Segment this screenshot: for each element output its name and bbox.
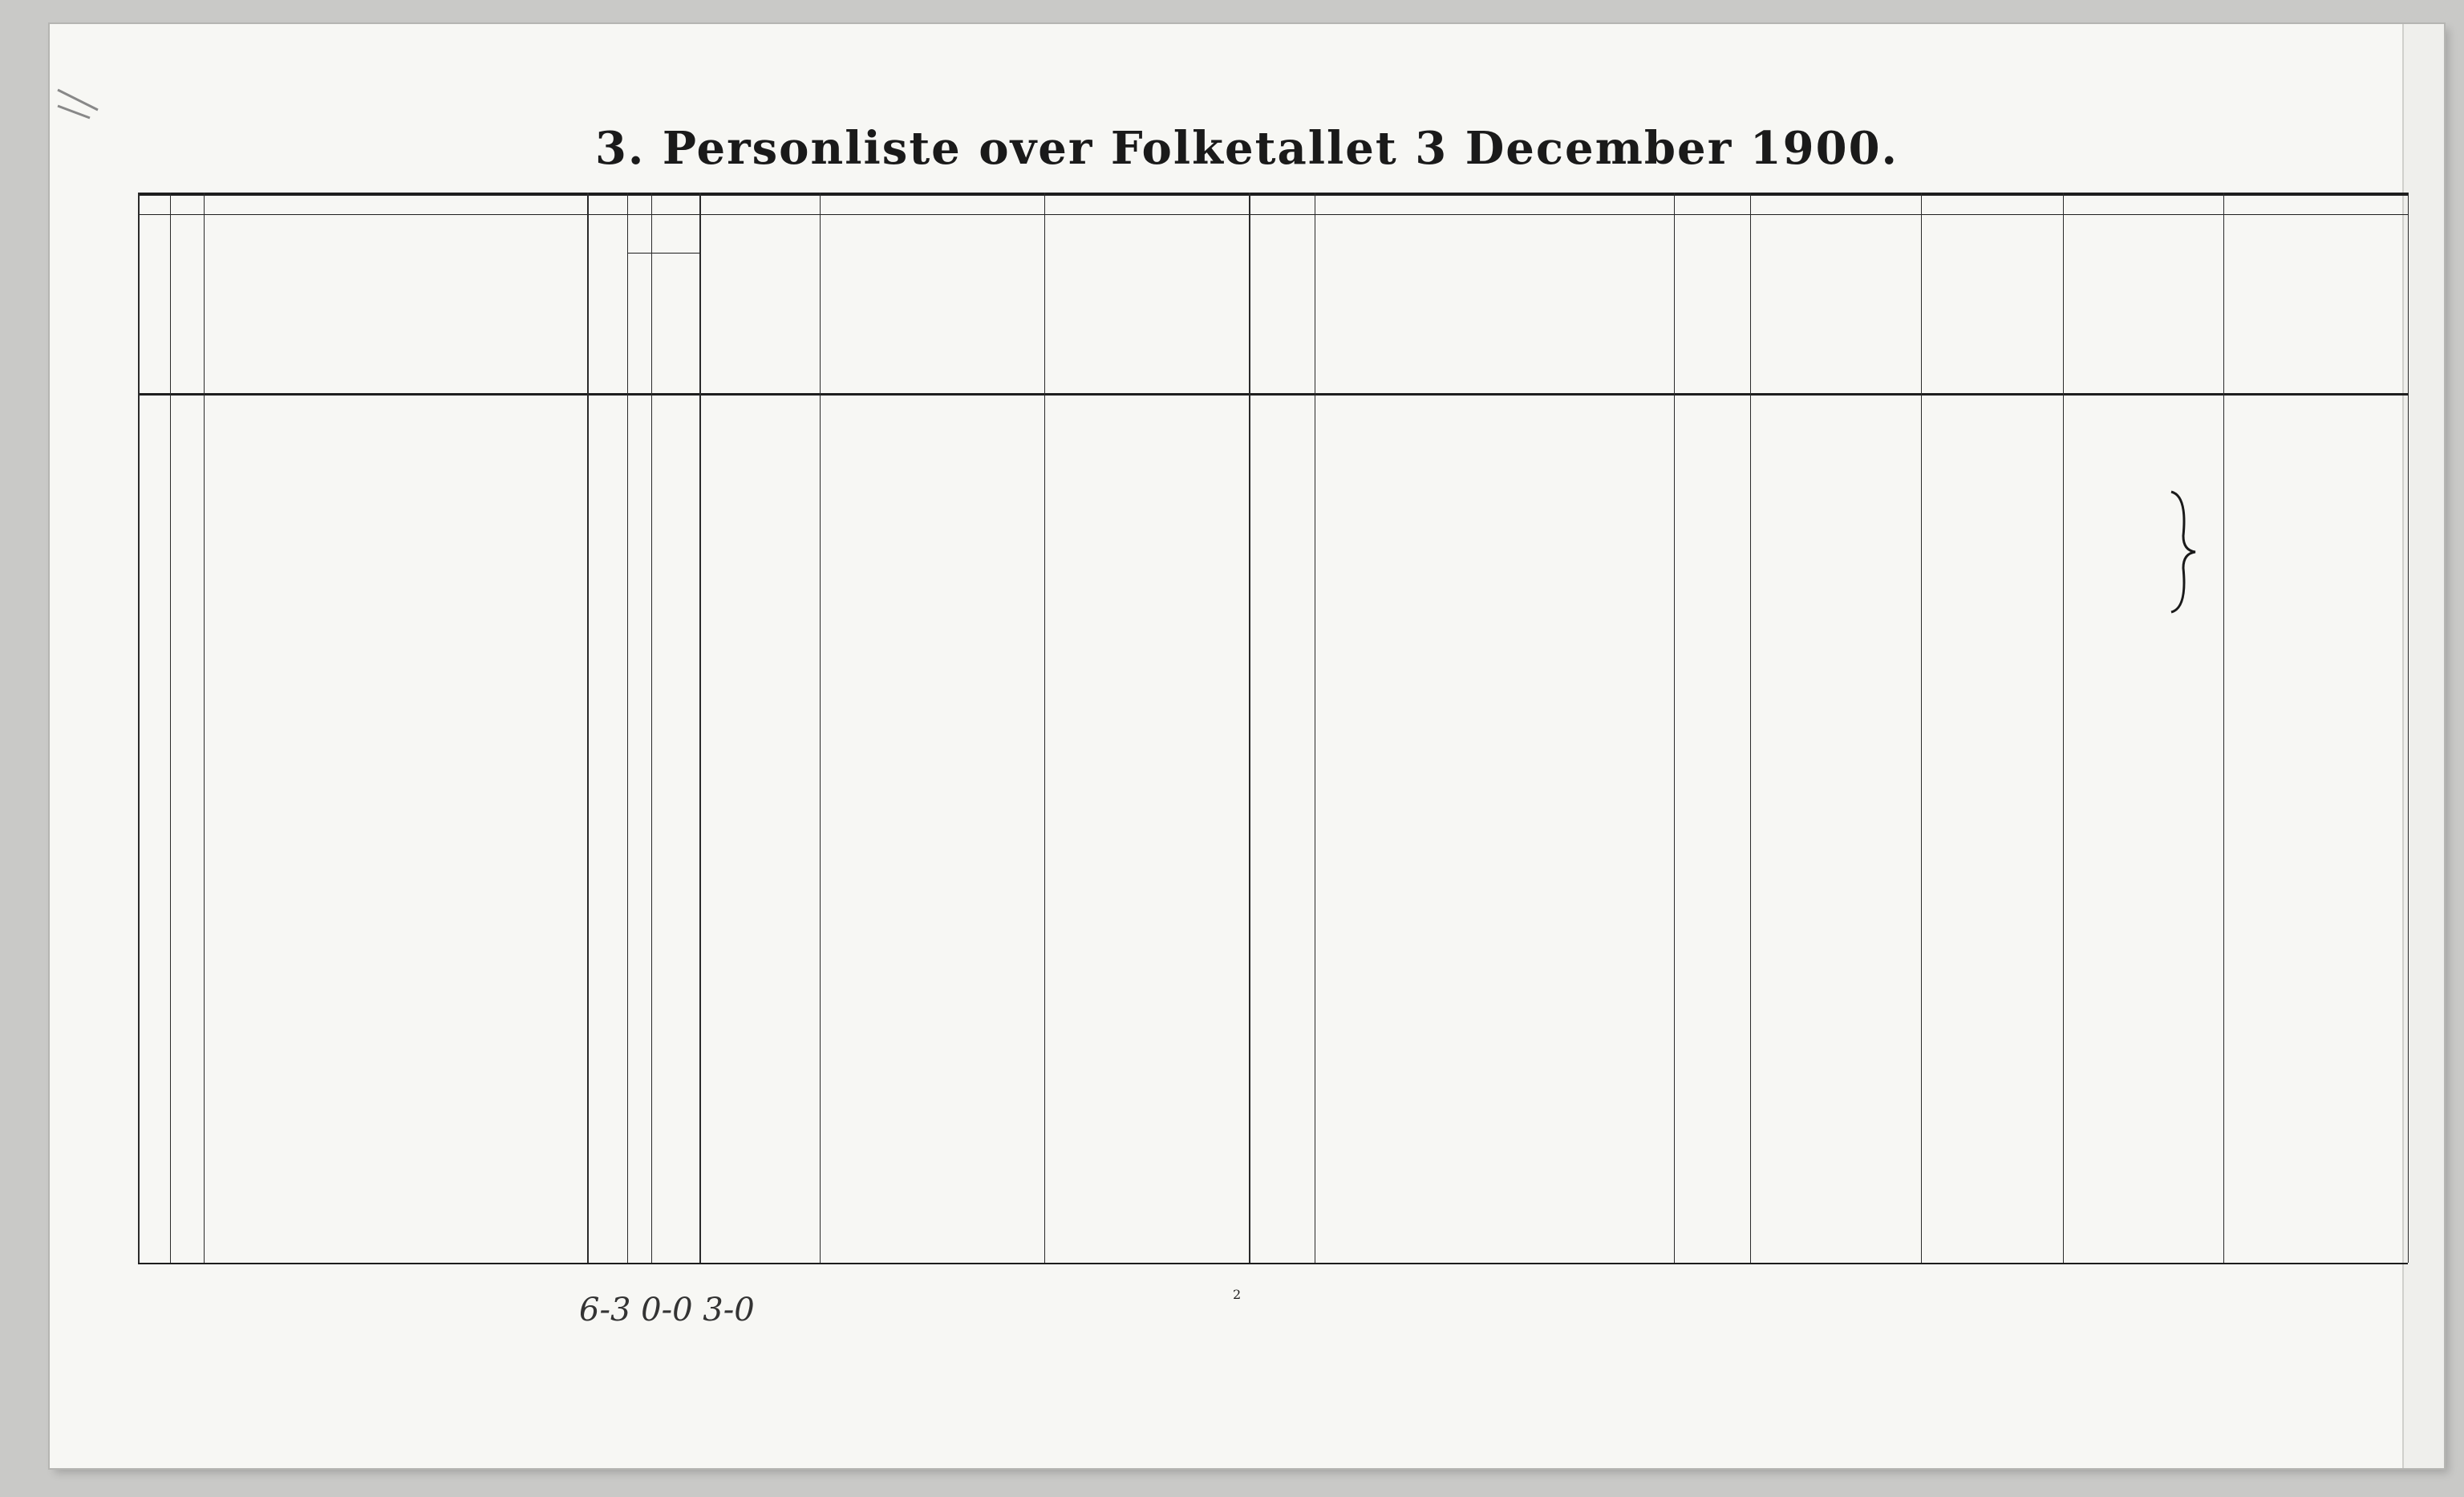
column-header <box>141 237 167 377</box>
column-number-rule <box>138 214 2408 215</box>
column-rule <box>204 193 205 1263</box>
column-rule <box>2223 193 2224 1263</box>
corner-mark <box>50 82 146 122</box>
column-rule <box>820 193 821 1263</box>
column-rule <box>2408 193 2409 1263</box>
top-rule <box>138 193 2408 196</box>
column-rule <box>1674 193 1675 1263</box>
sex-header-women <box>654 269 671 357</box>
twins-brace <box>2167 488 2199 616</box>
column-rule <box>1750 193 1751 1263</box>
column-rule <box>1921 193 1922 1263</box>
census-sheet <box>50 24 2444 1468</box>
footer-tally: 6-3 0-0 3-0 <box>579 1292 755 1329</box>
column-rule <box>587 193 589 1263</box>
header-rule <box>138 393 2408 396</box>
sex-sub-rule <box>627 253 699 254</box>
column-rule <box>699 193 701 1263</box>
bottom-rule <box>138 1263 2408 1264</box>
column-rule <box>627 193 628 1263</box>
page-title: 3. Personliste over Folketallet 3 December 1900. <box>594 122 1899 175</box>
census-table <box>138 193 2408 1316</box>
sex-header-men <box>630 269 646 357</box>
column-rule <box>651 193 652 1263</box>
column-header <box>173 237 201 377</box>
page-number: 2 <box>1233 1287 1242 1302</box>
column-rule <box>1044 193 1045 1263</box>
column-rule <box>2063 193 2064 1263</box>
column-rule <box>170 193 171 1263</box>
column-rule <box>138 193 140 1263</box>
column-rule <box>1249 193 1250 1263</box>
